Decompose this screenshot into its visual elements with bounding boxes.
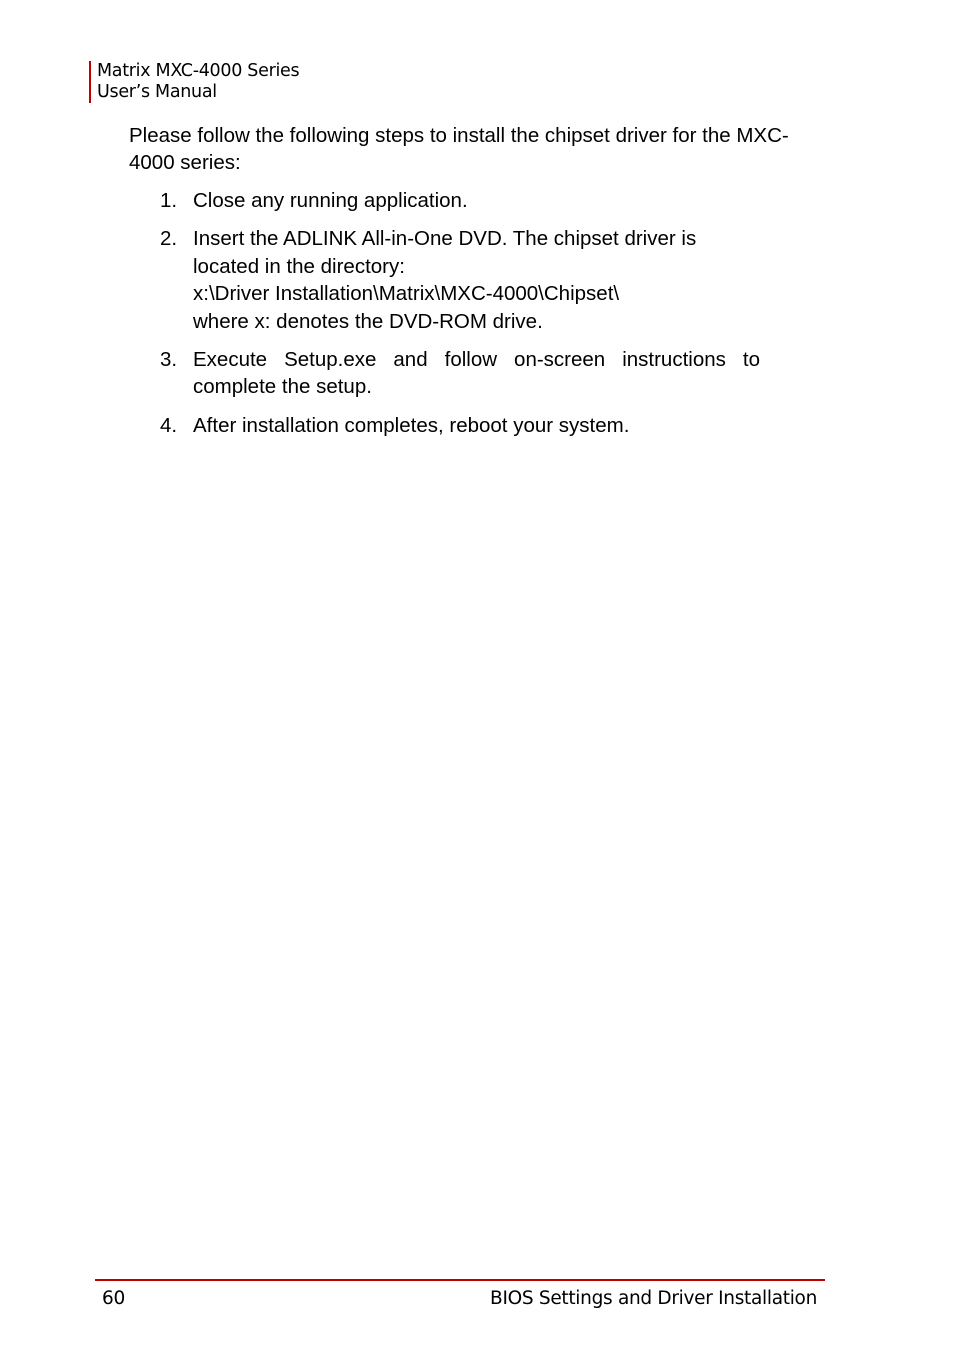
intro-paragraph: Please follow the following steps to install the chipset driver for the MXC-4000 series: — [129, 124, 789, 174]
footer-divider — [95, 1279, 825, 1281]
list-item — [160, 412, 760, 439]
list-item — [160, 346, 760, 401]
step-text: Insert the ADLINK All-in-One DVD. The chipset driver is — [193, 227, 697, 251]
step-number: 1. — [160, 189, 178, 212]
step-text: located in the directory: — [193, 254, 405, 278]
manual-subtitle: User’s Manual — [97, 82, 217, 102]
driver-path: x:\Driver Installation\Matrix\MXC-4000\Chipset\ — [193, 282, 620, 306]
page-number: 60 — [102, 1288, 125, 1309]
step-number: 3. — [160, 348, 178, 372]
step-text: Close any running application. — [193, 189, 468, 212]
step-number: 4. — [160, 413, 178, 437]
list-item — [160, 225, 760, 335]
running-header — [89, 61, 299, 103]
step-text: where x: denotes the DVD-ROM drive. — [193, 309, 543, 333]
step-number: 2. — [160, 227, 178, 251]
manual-title: Matrix MXC-4000 Series — [97, 61, 300, 81]
step-text: Execute Setup.exe and follow on-screen instructions to complete the setup. — [193, 348, 760, 399]
step-text: After installation completes, reboot your system. — [193, 413, 630, 437]
section-title: BIOS Settings and Driver Installation — [490, 1288, 817, 1309]
install-steps-list — [160, 187, 760, 450]
list-item — [160, 187, 760, 214]
